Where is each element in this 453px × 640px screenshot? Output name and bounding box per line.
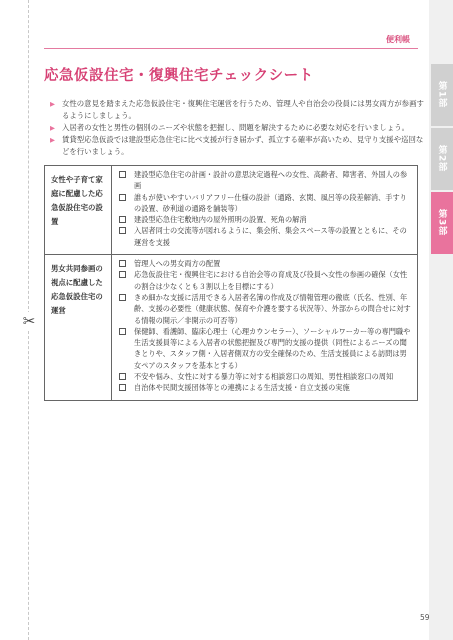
checklist-item: 建設型応急住宅敷地内の屋外照明の設置、死角の解消	[118, 214, 411, 225]
checklist-item: 不安や悩み、女性に対する暴力等に対する相談窓口の周知、男性相談窓口の周知	[118, 371, 411, 382]
checklist-item: 自治体や民間支援団体等との連携による生活支援・自立支援の実施	[118, 382, 411, 393]
checkbox-icon[interactable]	[119, 260, 126, 267]
checkbox-icon[interactable]	[119, 294, 126, 301]
checklist-item: 誰もが使いやすいバリアフリー仕様の設計（通路、玄関、風呂等の段差解消、手すりの設置、砂利道の通路を舗装等）	[118, 192, 411, 215]
side-tab-part-1[interactable]: 第1部	[431, 64, 453, 126]
checkbox-icon[interactable]	[119, 384, 126, 391]
table-row	[45, 166, 418, 255]
side-tab-part-2[interactable]: 第2部	[431, 128, 453, 190]
checkbox-icon[interactable]	[119, 216, 126, 223]
checkbox-icon[interactable]	[119, 194, 126, 201]
intro-bullet: ▶ 入居者の女性と男性の個別のニーズや状態を把握し、問題を解決するために必要な対応を行いましょう。	[50, 122, 426, 134]
side-tab-part-3[interactable]: 第3部	[431, 192, 453, 254]
page-number: 59	[420, 613, 430, 622]
section-label: 便利帳	[386, 35, 410, 44]
checklist-item: 応急仮設住宅・復興住宅における自治会等の育成及び役員へ女性の参画の確保（女性の割合は少なくとも３割以上を目標にする）	[118, 269, 411, 292]
checkbox-icon[interactable]	[119, 227, 126, 234]
items-cell	[112, 255, 418, 401]
checkbox-icon[interactable]	[119, 328, 126, 335]
scissors-icon: ✂	[19, 312, 39, 330]
intro-bullet: ▶ 女性の意見を踏まえた応急仮設住宅・復興住宅運営を行うため、管理人や自治会の役員には男女両方が参画するようにしましょう。	[50, 98, 426, 122]
checklist-table	[44, 165, 418, 401]
checklist-item: きめ細かな支援に活用できる入居者名簿の作成及び情報管理の徹底（氏名、性別、年齢、支援の必要性（健康状態、保育や介護を要する状況等）、外部からの問合せに対する情報の開示／非開示の可否等）	[118, 292, 411, 326]
checklist-item: 建設型応急住宅の計画・設計の意思決定過程への女性、高齢者、障害者、外国人の参画	[118, 169, 411, 192]
checkbox-icon[interactable]	[119, 373, 126, 380]
intro-bullet-list	[50, 98, 426, 158]
category-cell: 女性や子育て家庭に配慮した応急仮設住宅の設置	[45, 166, 112, 255]
category-cell: 男女共同参画の視点に配慮した応急仮設住宅の運営	[45, 255, 112, 401]
checklist-item: 入居者同士の交流等が図れるように、集会所、集会スペース等の設置とともに、その運営を支援	[118, 225, 411, 248]
page-title: 応急仮設住宅・復興住宅チェックシート	[44, 68, 314, 84]
intro-bullet: ▶ 賃貸型応急仮設では建設型応急住宅に比べ支援が行き届かず、孤立する確率が高いため、見守り支援や巡回などを行いましょう。	[50, 134, 426, 158]
items-cell	[112, 166, 418, 255]
header-divider	[44, 48, 418, 49]
checklist-item: 管理人への男女両方の配置	[118, 258, 411, 269]
checklist-item: 保健師、看護師、臨床心理士（心理カウンセラー）、ソーシャルワーカー等の専門職や生活支援員等による入居者の状態把握及び専門的支援の提供（同性によるニーズの聞きとりや、スタッフ側・入居者側双方の安全確保のため、生活支援員による訪問は男女ペアのスタッフを基本とする）	[118, 326, 411, 371]
checkbox-icon[interactable]	[119, 271, 126, 278]
table-row	[45, 255, 418, 401]
checkbox-icon[interactable]	[119, 171, 126, 178]
